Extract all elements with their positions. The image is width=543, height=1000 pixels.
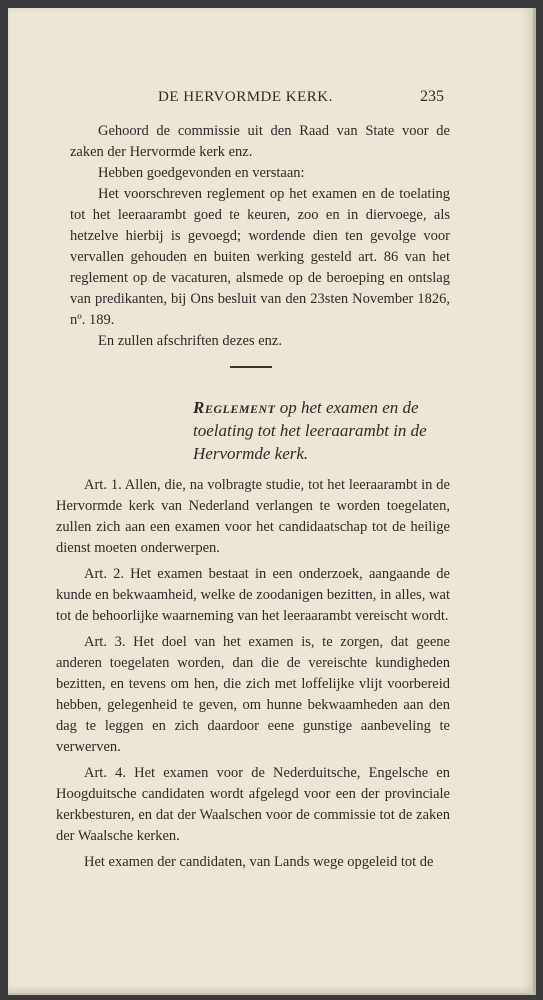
regulation-body	[56, 475, 450, 878]
title-first-word: Reglement	[193, 398, 276, 417]
paragraph: Hebben goedgevonden en verstaan:	[98, 165, 305, 181]
page-header	[158, 88, 458, 106]
paragraph: Gehoord de commissie uit den Raad van State voor de zaken der Hervormde kerk enz.	[70, 123, 450, 160]
article-paragraph: Het examen der candidaten, van Lands wege opgeleid tot de	[84, 854, 434, 870]
article-paragraph: Art. 3. Het doel van het examen is, te zorgen, dat geene anderen toegelaten worden, dan die de vereischte kundigheden bezitten, en tevens om hen, die zich met loffelijke vlijt voorbereid hebben, gelegenheid te geven, om hunne bekwaamheden aan den dag te leggen en zich daardoor eene gunstige aanbeveling te verwerven.	[56, 634, 450, 755]
paragraph: Het voorschreven reglement op het examen en de toelating tot het leeraarambt goed te keuren, zoo en in diervoege, als hetzelve hierbij is gevoegd; wordende dien ten gevolge voor vervallen gehouden en buiten werking gesteld art. 86 van het reglement op de vacaturen, alsmede op de beroeping en ontslag van predikanten, bij Ons besluit van den 23sten November 1826, nº. 189.	[70, 186, 450, 328]
section-title	[193, 396, 451, 465]
article-paragraph: Art. 4. Het examen voor de Nederduitsche, Engelsche en Hoogduitsche candidaten wordt afgelegd voor een der provinciale kerkbesturen, en dat der Waalschen voor de commissie tot de zaken der Waalsche kerken.	[56, 765, 450, 844]
running-head: DE HERVORMDE KERK.	[158, 89, 333, 105]
decree-text	[70, 121, 450, 352]
article-paragraph: Art. 1. Allen, die, na volbragte studie, tot het leeraarambt in de Hervormde kerk van Nederland verlangen te worden toegelaten, zullen zich aan een examen voor het candidaatschap tot de heilige dienst moeten onderwerpen.	[56, 477, 450, 556]
title-rest: op het examen en de toelating tot het leeraarambt in de Hervormde kerk.	[193, 398, 427, 463]
page-number: 235	[420, 88, 444, 105]
article-paragraph: Art. 2. Het examen bestaat in een onderzoek, aangaande de kunde en bekwaamheid, welke de zoodanigen bezitten, in alles, wat tot de behoorlijke waarneming van het leeraarambt vereischt wordt.	[56, 566, 450, 624]
section-divider	[230, 366, 272, 368]
book-page	[8, 8, 536, 995]
paragraph: En zullen afschriften dezes enz.	[98, 333, 282, 349]
